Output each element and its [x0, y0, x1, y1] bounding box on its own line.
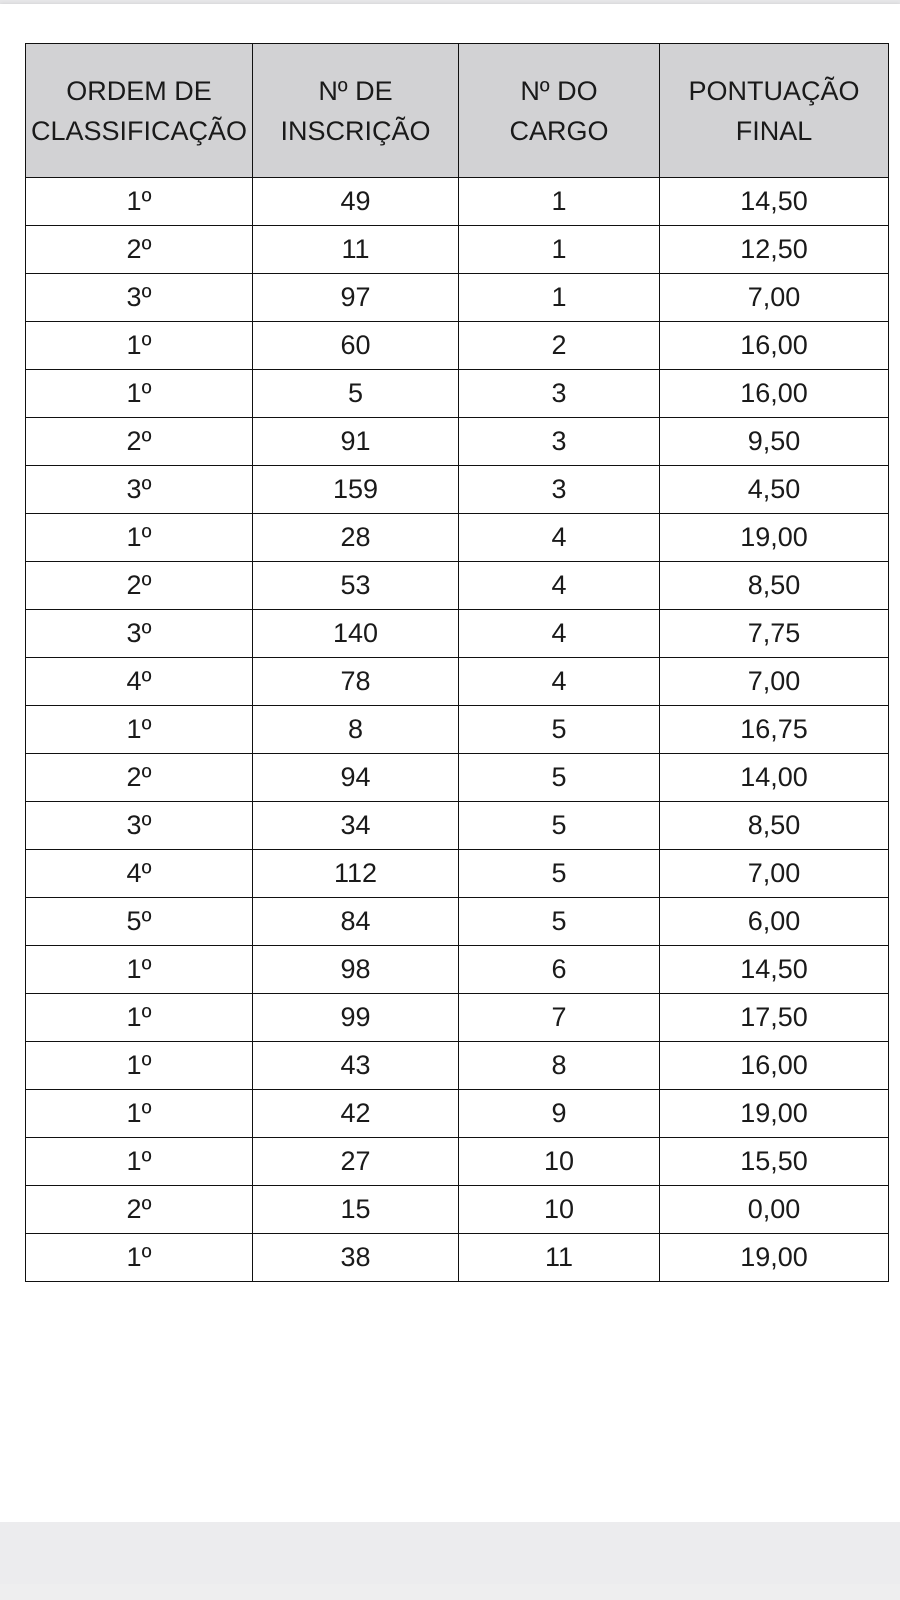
cell-inscricao: 43 [253, 1042, 459, 1090]
cell-cargo: 5 [459, 850, 660, 898]
cell-inscricao: 97 [253, 274, 459, 322]
cell-classificacao: 2º [26, 562, 253, 610]
cell-pontuacao: 9,50 [660, 418, 889, 466]
cell-classificacao: 1º [26, 1138, 253, 1186]
cell-cargo: 7 [459, 994, 660, 1042]
cell-cargo: 1 [459, 178, 660, 226]
header-line: FINAL [735, 115, 813, 146]
cell-inscricao: 5 [253, 370, 459, 418]
cell-inscricao: 8 [253, 706, 459, 754]
cell-pontuacao: 15,50 [660, 1138, 889, 1186]
cell-pontuacao: 16,75 [660, 706, 889, 754]
cell-inscricao: 27 [253, 1138, 459, 1186]
cell-pontuacao: 7,00 [660, 274, 889, 322]
cell-inscricao: 84 [253, 898, 459, 946]
table-row [26, 1138, 889, 1186]
cell-inscricao: 38 [253, 1234, 459, 1282]
cell-classificacao: 5º [26, 898, 253, 946]
cell-classificacao: 3º [26, 274, 253, 322]
cell-cargo: 4 [459, 562, 660, 610]
cell-classificacao: 1º [26, 322, 253, 370]
cell-pontuacao: 6,00 [660, 898, 889, 946]
table-row [26, 1042, 889, 1090]
cell-cargo: 1 [459, 274, 660, 322]
cell-cargo: 10 [459, 1138, 660, 1186]
cell-cargo: 3 [459, 466, 660, 514]
cell-pontuacao: 12,50 [660, 226, 889, 274]
table-row [26, 610, 889, 658]
cell-classificacao: 2º [26, 226, 253, 274]
cell-pontuacao: 0,00 [660, 1186, 889, 1234]
cell-cargo: 1 [459, 226, 660, 274]
cell-classificacao: 1º [26, 514, 253, 562]
cell-cargo: 5 [459, 898, 660, 946]
table-row [26, 274, 889, 322]
cell-inscricao: 94 [253, 754, 459, 802]
cell-classificacao: 4º [26, 658, 253, 706]
cell-classificacao: 2º [26, 418, 253, 466]
results-table [25, 43, 889, 1282]
cell-cargo: 2 [459, 322, 660, 370]
cell-pontuacao: 16,00 [660, 1042, 889, 1090]
cell-classificacao: 1º [26, 946, 253, 994]
header-line: INSCRIÇÃO [280, 115, 431, 146]
cell-classificacao: 3º [26, 802, 253, 850]
cell-pontuacao: 19,00 [660, 514, 889, 562]
table-row [26, 418, 889, 466]
table-row [26, 178, 889, 226]
table-row [26, 898, 889, 946]
header-line: CLASSIFICAÇÃO [30, 115, 248, 146]
cell-pontuacao: 4,50 [660, 466, 889, 514]
table-row [26, 850, 889, 898]
header-line: Nº DE [318, 75, 393, 106]
cell-inscricao: 140 [253, 610, 459, 658]
cell-cargo: 5 [459, 706, 660, 754]
table-row [26, 514, 889, 562]
header-numero-cargo [459, 44, 660, 178]
cell-pontuacao: 16,00 [660, 322, 889, 370]
cell-cargo: 4 [459, 610, 660, 658]
table-row [26, 1090, 889, 1138]
cell-inscricao: 91 [253, 418, 459, 466]
cell-classificacao: 2º [26, 1186, 253, 1234]
cell-classificacao: 3º [26, 610, 253, 658]
table-row [26, 946, 889, 994]
table-header [26, 44, 889, 178]
cell-inscricao: 78 [253, 658, 459, 706]
table-body [26, 178, 889, 1282]
table-row [26, 658, 889, 706]
table-row [26, 466, 889, 514]
table-row [26, 1234, 889, 1282]
cell-pontuacao: 7,00 [660, 850, 889, 898]
cell-classificacao: 1º [26, 178, 253, 226]
table-row [26, 754, 889, 802]
cell-classificacao: 1º [26, 1234, 253, 1282]
cell-inscricao: 11 [253, 226, 459, 274]
header-ordem-classificacao [26, 44, 253, 178]
cell-classificacao: 4º [26, 850, 253, 898]
cell-pontuacao: 19,00 [660, 1234, 889, 1282]
cell-classificacao: 1º [26, 994, 253, 1042]
cell-inscricao: 28 [253, 514, 459, 562]
cell-cargo: 3 [459, 418, 660, 466]
cell-inscricao: 49 [253, 178, 459, 226]
cell-cargo: 5 [459, 754, 660, 802]
cell-pontuacao: 7,75 [660, 610, 889, 658]
cell-cargo: 4 [459, 514, 660, 562]
cell-pontuacao: 16,00 [660, 370, 889, 418]
cell-inscricao: 99 [253, 994, 459, 1042]
cell-cargo: 9 [459, 1090, 660, 1138]
cell-pontuacao: 8,50 [660, 802, 889, 850]
cell-cargo: 4 [459, 658, 660, 706]
cell-pontuacao: 14,50 [660, 178, 889, 226]
cell-cargo: 6 [459, 946, 660, 994]
cell-inscricao: 15 [253, 1186, 459, 1234]
cell-pontuacao: 14,00 [660, 754, 889, 802]
cell-cargo: 8 [459, 1042, 660, 1090]
cell-inscricao: 98 [253, 946, 459, 994]
cell-classificacao: 2º [26, 754, 253, 802]
header-line: ORDEM DE [66, 75, 212, 106]
table-row [26, 706, 889, 754]
cell-inscricao: 60 [253, 322, 459, 370]
table-row [26, 226, 889, 274]
cell-classificacao: 1º [26, 1090, 253, 1138]
cell-inscricao: 42 [253, 1090, 459, 1138]
bottom-viewer-strip [0, 1522, 900, 1584]
cell-cargo: 5 [459, 802, 660, 850]
table-row [26, 322, 889, 370]
table-row [26, 802, 889, 850]
table-row [26, 562, 889, 610]
cell-pontuacao: 7,00 [660, 658, 889, 706]
table-row [26, 370, 889, 418]
cell-pontuacao: 14,50 [660, 946, 889, 994]
cell-inscricao: 159 [253, 466, 459, 514]
cell-pontuacao: 17,50 [660, 994, 889, 1042]
cell-inscricao: 34 [253, 802, 459, 850]
cell-classificacao: 3º [26, 466, 253, 514]
cell-pontuacao: 19,00 [660, 1090, 889, 1138]
header-row [26, 44, 889, 178]
header-numero-inscricao [253, 44, 459, 178]
cell-inscricao: 53 [253, 562, 459, 610]
cell-cargo: 10 [459, 1186, 660, 1234]
cell-inscricao: 112 [253, 850, 459, 898]
table-row [26, 1186, 889, 1234]
cell-classificacao: 1º [26, 706, 253, 754]
header-pontuacao-final [660, 44, 889, 178]
header-line: Nº DO [520, 75, 598, 106]
header-line: CARGO [509, 115, 609, 146]
table-row [26, 994, 889, 1042]
document-page [0, 4, 900, 1522]
cell-classificacao: 1º [26, 370, 253, 418]
cell-cargo: 11 [459, 1234, 660, 1282]
cell-classificacao: 1º [26, 1042, 253, 1090]
header-line: PONTUAÇÃO [688, 75, 860, 106]
cell-cargo: 3 [459, 370, 660, 418]
cell-pontuacao: 8,50 [660, 562, 889, 610]
